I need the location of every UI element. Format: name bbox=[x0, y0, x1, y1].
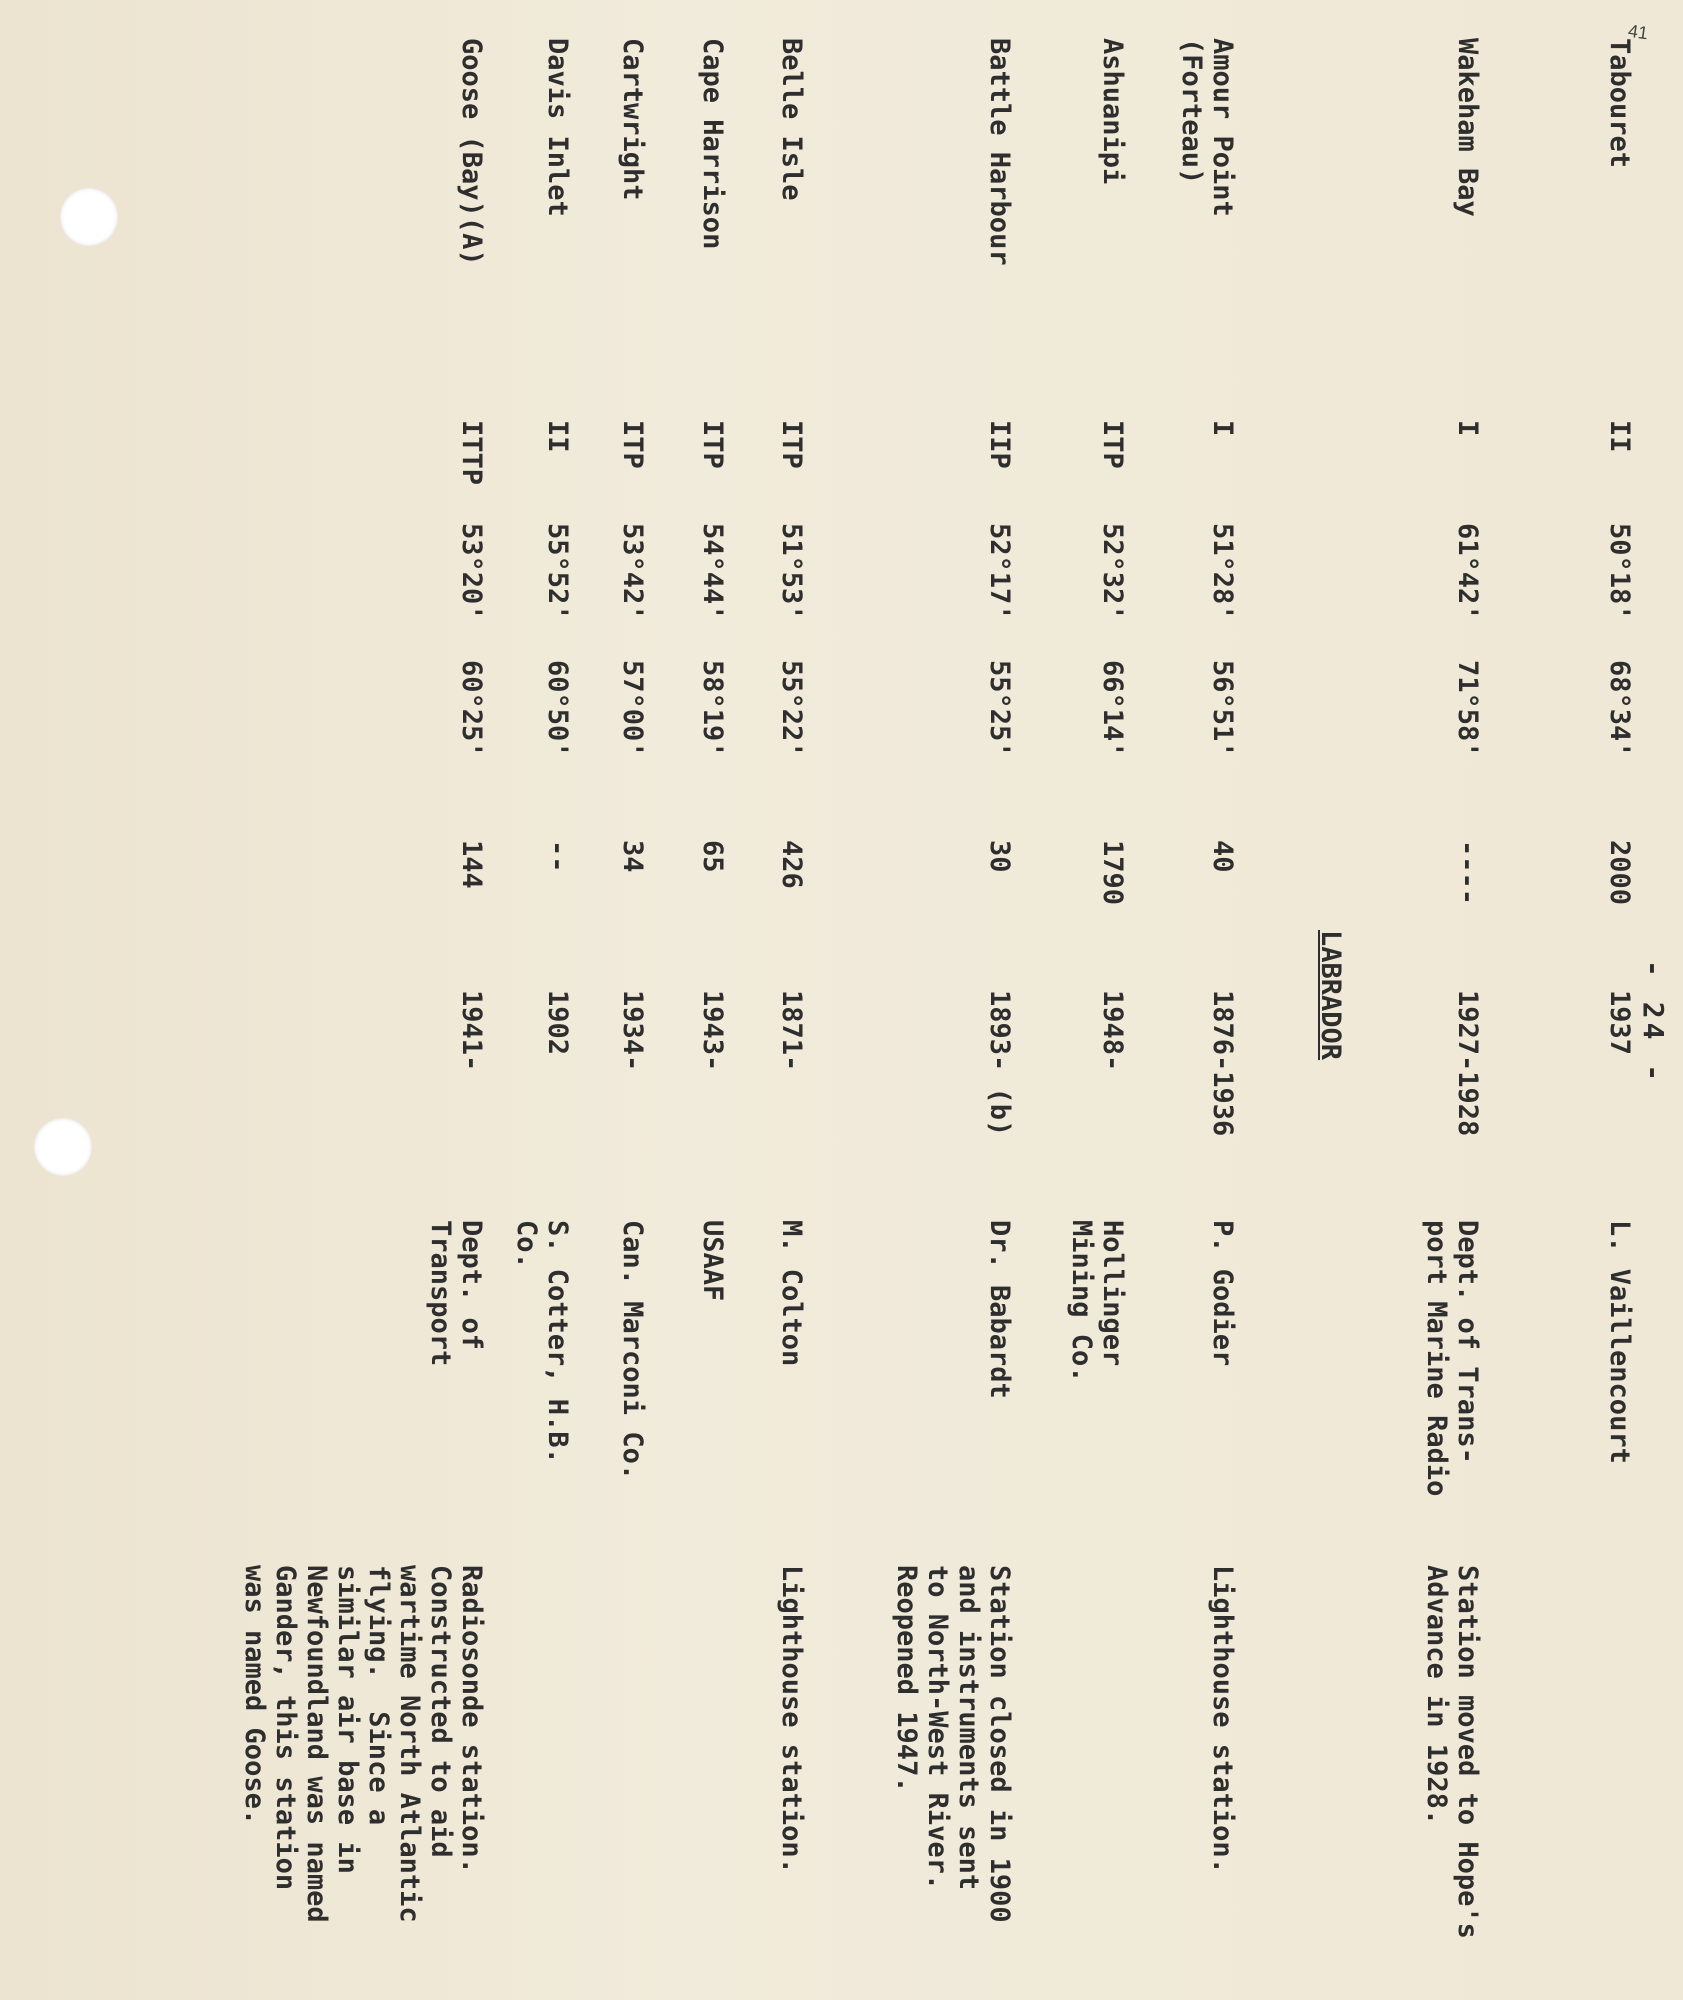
longitude: 55°22' bbox=[776, 660, 807, 758]
longitude: 60°50' bbox=[542, 660, 573, 758]
observer: P. Godier bbox=[1207, 1220, 1238, 1367]
latitude: 55°52' bbox=[542, 523, 573, 621]
elevation: 40 bbox=[1207, 840, 1238, 873]
longitude: 71°58' bbox=[1452, 660, 1483, 758]
period: 1927-1928 bbox=[1452, 990, 1483, 1137]
elevation: 2000 bbox=[1604, 840, 1635, 906]
remarks: Lighthouse station. bbox=[1207, 1565, 1238, 1874]
station-name: Goose (Bay)(A) bbox=[456, 38, 487, 266]
latitude: 61°42' bbox=[1452, 523, 1483, 621]
station-name: Tabouret bbox=[1604, 38, 1635, 169]
remarks: Radiosonde station. Constructed to aid wartime North Atlantic flying. Since a similar air base in Newfoundland was named Gander, this station was named Goose. bbox=[239, 1565, 487, 1923]
station-name: Ashuanipi bbox=[1097, 38, 1128, 185]
station-class: I bbox=[1452, 420, 1483, 437]
longitude: 57°00' bbox=[617, 660, 648, 758]
latitude: 53°42' bbox=[617, 523, 648, 621]
station-name: Amour Point (Forteau) bbox=[1176, 38, 1238, 217]
station-class: I bbox=[1207, 420, 1238, 437]
latitude: 50°18' bbox=[1604, 523, 1635, 621]
section-heading: LABRADOR bbox=[1315, 930, 1346, 1061]
elevation: 34 bbox=[617, 840, 648, 873]
latitude: 52°17' bbox=[984, 523, 1015, 621]
station-class: II bbox=[1604, 420, 1635, 453]
longitude: 66°14' bbox=[1097, 660, 1128, 758]
period: 1948- bbox=[1097, 990, 1128, 1072]
period: 1902 bbox=[542, 990, 573, 1056]
station-class: ITP bbox=[617, 420, 648, 469]
period: 1941- bbox=[456, 990, 487, 1072]
period: 1937 bbox=[1604, 990, 1635, 1056]
latitude: 51°28' bbox=[1207, 523, 1238, 621]
elevation: -- bbox=[542, 840, 573, 873]
longitude: 56°51' bbox=[1207, 660, 1238, 758]
page-number: - 24 - bbox=[1637, 960, 1670, 1086]
period: 1871- bbox=[776, 990, 807, 1072]
station-class: ITP bbox=[697, 420, 728, 469]
period: 1876-1936 bbox=[1207, 990, 1238, 1137]
elevation: 65 bbox=[697, 840, 728, 873]
longitude: 68°34' bbox=[1604, 660, 1635, 758]
elevation: 1790 bbox=[1097, 840, 1128, 906]
longitude: 60°25' bbox=[456, 660, 487, 758]
elevation: 144 bbox=[456, 840, 487, 889]
observer: Dr. Babardt bbox=[984, 1220, 1015, 1399]
observer: USAAF bbox=[697, 1220, 728, 1302]
station-name: Cape Harrison bbox=[697, 38, 728, 250]
observer: L. Vaillencourt bbox=[1604, 1220, 1635, 1464]
observer: M. Colton bbox=[776, 1220, 807, 1367]
period: 1943- bbox=[697, 990, 728, 1072]
observer: Dept. of Transport bbox=[425, 1220, 487, 1367]
observer: S. Cotter, H.B. Co. bbox=[511, 1220, 573, 1464]
station-class: IIP bbox=[984, 420, 1015, 469]
latitude: 52°32' bbox=[1097, 523, 1128, 621]
longitude: 55°25' bbox=[984, 660, 1015, 758]
period: 1934- bbox=[617, 990, 648, 1072]
observer: Dept. of Trans- port Marine Radio bbox=[1421, 1220, 1483, 1497]
station-class: ITP bbox=[776, 420, 807, 469]
elevation: ---- bbox=[1452, 840, 1483, 906]
station-name: Davis Inlet bbox=[542, 38, 573, 217]
longitude: 58°19' bbox=[697, 660, 728, 758]
station-name: Belle Isle bbox=[776, 38, 807, 201]
observer: Hollinger Mining Co. bbox=[1066, 1220, 1128, 1383]
elevation: 30 bbox=[984, 840, 1015, 873]
period: 1893- (b) bbox=[984, 990, 1015, 1137]
remarks: Lighthouse station. bbox=[776, 1565, 807, 1874]
latitude: 53°20' bbox=[456, 523, 487, 621]
station-class: ITTP bbox=[456, 420, 487, 486]
station-class: II bbox=[542, 420, 573, 453]
station-name: Battle Harbour bbox=[984, 38, 1015, 266]
station-class: ITP bbox=[1097, 420, 1128, 469]
remarks: Station closed in 1900 and instruments sent to North-West River. Reopened 1947. bbox=[891, 1565, 1015, 1923]
remarks: Station moved to Hope's Advance in 1928. bbox=[1421, 1565, 1483, 1939]
elevation: 426 bbox=[776, 840, 807, 889]
latitude: 54°44' bbox=[697, 523, 728, 621]
observer: Can. Marconi Co. bbox=[617, 1220, 648, 1481]
latitude: 51°53' bbox=[776, 523, 807, 621]
station-name: Wakeham Bay bbox=[1452, 38, 1483, 217]
handwritten-page-number: 41 bbox=[1626, 20, 1650, 44]
station-name: Cartwright bbox=[617, 38, 648, 201]
